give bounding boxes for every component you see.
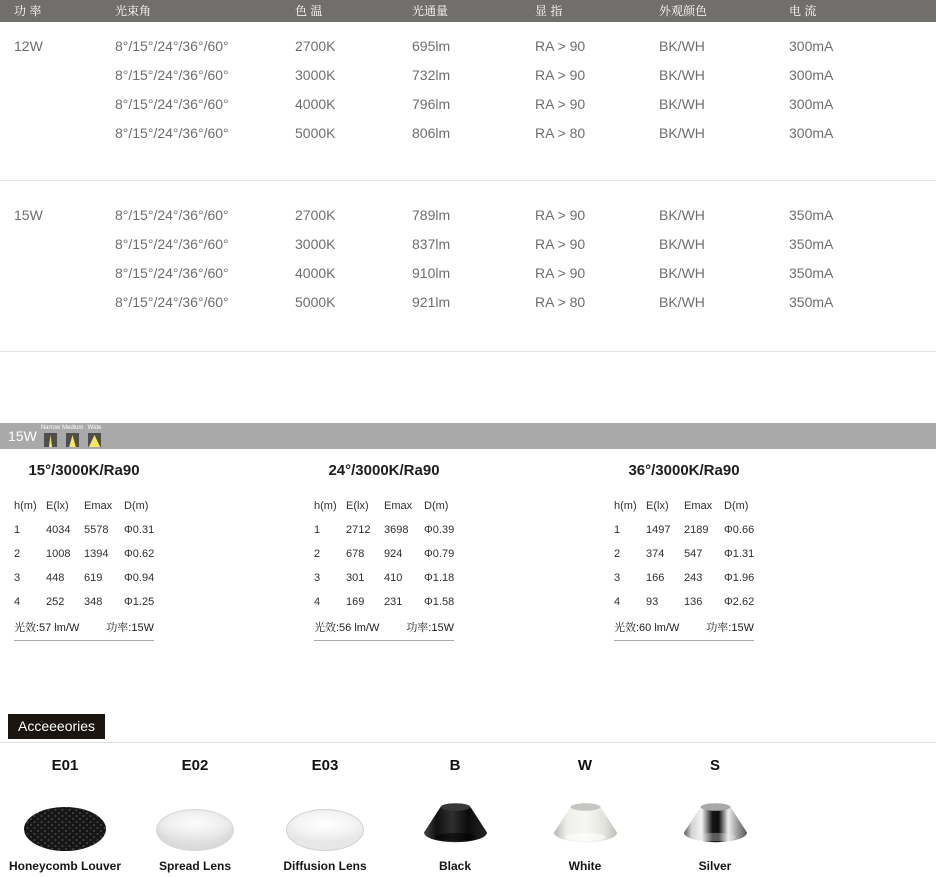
photometric-table xyxy=(314,461,454,641)
table-cell: 3000K xyxy=(295,236,336,252)
accessory-code: S xyxy=(709,757,720,774)
accessory-caption: Spread Lens xyxy=(158,859,232,873)
table-cell: 348 xyxy=(84,596,103,608)
column-header: 功 率 xyxy=(14,4,42,18)
column-header: E(lx) xyxy=(46,500,69,512)
table-cell: 15W xyxy=(14,207,43,223)
table-cell: 5578 xyxy=(84,524,109,536)
column-header: 外观颜色 xyxy=(659,4,708,18)
table-cell: 2700K xyxy=(295,207,336,223)
table-row xyxy=(0,61,936,90)
accessories-title: Acceeeories xyxy=(8,714,105,739)
spec-table-body xyxy=(0,22,936,352)
table-cell: RA > 90 xyxy=(535,96,586,112)
beam-icon-box xyxy=(44,433,57,447)
table-cell: 4000K xyxy=(295,265,336,281)
table-cell: 547 xyxy=(684,548,703,560)
column-header: h(m) xyxy=(314,500,337,512)
column-header: D(m) xyxy=(724,500,749,512)
accessory-caption: White xyxy=(568,859,602,873)
table-cell: 136 xyxy=(684,596,703,608)
table-cell: 921lm xyxy=(412,294,451,310)
table-cell: 300mA xyxy=(789,38,834,54)
table-cell: Φ0.94 xyxy=(124,572,155,584)
table-cell: 448 xyxy=(46,572,65,584)
table-footer xyxy=(314,618,454,641)
column-header: D(m) xyxy=(124,500,149,512)
accessory-code: W xyxy=(577,757,593,774)
table-cell: 619 xyxy=(84,572,103,584)
reflector-white-image xyxy=(548,801,623,846)
table-cell: 806lm xyxy=(412,125,451,141)
efficacy-value: 光效:56 lm/W xyxy=(314,622,380,634)
photometric-tables xyxy=(14,461,754,641)
column-header: E(lx) xyxy=(646,500,669,512)
table-cell: RA > 90 xyxy=(535,207,586,223)
table-cell: 789lm xyxy=(412,207,451,223)
table-cell xyxy=(0,90,115,119)
table-row xyxy=(0,201,936,230)
table-cell: 1 xyxy=(614,524,621,536)
beam-icon-box xyxy=(66,433,79,447)
beam-icon-label: Narrow xyxy=(40,425,61,431)
table-cell: Φ1.25 xyxy=(124,596,155,608)
table-cell: 910lm xyxy=(412,265,451,281)
reflector-silver-image xyxy=(678,801,753,846)
table-cell: 3698 xyxy=(384,524,409,536)
table-cell: RA > 90 xyxy=(535,236,586,252)
table-cell: 5000K xyxy=(295,125,336,141)
accessory-image-area xyxy=(130,804,260,851)
table-row xyxy=(14,566,154,590)
table-title: 36°/3000K/Ra90 xyxy=(628,462,740,479)
beam-icon-label: Medium xyxy=(62,425,84,431)
table-cell: 8°/15°/24°/36°/60° xyxy=(115,265,229,281)
reflector-black-image xyxy=(418,801,493,846)
table-cell: 2700K xyxy=(295,38,336,54)
column-header: Emax xyxy=(384,500,413,512)
section-divider xyxy=(0,351,936,352)
spec-group xyxy=(0,22,936,181)
accessory-caption: Diffusion Lens xyxy=(283,859,367,873)
table-cell: Φ2.62 xyxy=(724,596,755,608)
column-header: D(m) xyxy=(424,500,449,512)
accessory-item xyxy=(390,757,520,873)
table-cell: Φ1.58 xyxy=(424,596,455,608)
accessory-image-area xyxy=(260,804,390,851)
table-cell: 243 xyxy=(684,572,703,584)
table-cell: 2712 xyxy=(346,524,371,536)
accessory-image-area xyxy=(650,804,780,851)
table-cell: Φ0.79 xyxy=(424,548,455,560)
spec-table xyxy=(0,0,936,352)
table-row xyxy=(314,518,454,542)
accessory-image-area xyxy=(0,804,130,851)
table-cell: 410 xyxy=(384,572,403,584)
accessory-code: B xyxy=(449,757,461,774)
table-cell: 678 xyxy=(346,548,365,560)
accessory-item xyxy=(650,757,780,873)
table-cell: Φ0.62 xyxy=(124,548,155,560)
table-cell: Φ0.39 xyxy=(424,524,455,536)
table-cell xyxy=(0,230,115,259)
beam-triangle xyxy=(88,435,101,447)
table-cell: BK/WH xyxy=(659,207,705,223)
table-cell: Φ1.31 xyxy=(724,548,755,560)
power-value: 功率:15W xyxy=(406,622,454,634)
table-row xyxy=(0,259,936,288)
table-cell: 3000K xyxy=(295,67,336,83)
table-cell: 4000K xyxy=(295,96,336,112)
accessory-item xyxy=(130,757,260,873)
table-cell: BK/WH xyxy=(659,236,705,252)
table-cell: 350mA xyxy=(789,236,834,252)
table-row xyxy=(314,566,454,590)
table-cell: 231 xyxy=(384,596,403,608)
table-cell: Φ1.96 xyxy=(724,572,755,584)
table-header-row xyxy=(314,494,454,518)
table-cell: BK/WH xyxy=(659,38,705,54)
table-cell: BK/WH xyxy=(659,265,705,281)
table-cell: 5000K xyxy=(295,294,336,310)
table-cell: RA > 80 xyxy=(535,125,586,141)
table-row xyxy=(614,518,754,542)
table-cell: 350mA xyxy=(789,294,834,310)
table-cell: BK/WH xyxy=(659,125,705,141)
column-header: 色 温 xyxy=(295,4,323,18)
table-row xyxy=(14,590,154,614)
table-cell: 796lm xyxy=(412,96,451,112)
table-cell: 93 xyxy=(646,596,659,608)
table-cell: 374 xyxy=(646,548,665,560)
column-header: E(lx) xyxy=(346,500,369,512)
table-cell: 300mA xyxy=(789,67,834,83)
accessory-image-area xyxy=(390,804,520,851)
table-row xyxy=(614,566,754,590)
table-cell: 1008 xyxy=(46,548,71,560)
table-cell: 12W xyxy=(14,38,43,54)
table-footer xyxy=(14,618,154,641)
table-cell: RA > 80 xyxy=(535,294,586,310)
table-cell: 8°/15°/24°/36°/60° xyxy=(115,67,229,83)
honeycomb-louver-image xyxy=(24,807,106,851)
table-cell: 837lm xyxy=(412,236,451,252)
table-cell: 8°/15°/24°/36°/60° xyxy=(115,207,229,223)
power-value: 功率:15W xyxy=(706,622,754,634)
accessories-items xyxy=(0,757,936,873)
photometric-table xyxy=(14,461,154,641)
table-cell: RA > 90 xyxy=(535,265,586,281)
table-cell: 300mA xyxy=(789,96,834,112)
table-cell xyxy=(0,119,115,148)
table-cell: 8°/15°/24°/36°/60° xyxy=(115,294,229,310)
beam-wide-icon xyxy=(84,425,105,447)
accessory-caption: Silver xyxy=(698,859,732,873)
reflector-white-image-holder xyxy=(548,801,623,851)
table-cell: Φ0.66 xyxy=(724,524,755,536)
table-row xyxy=(0,119,936,148)
beam-medium-icon xyxy=(62,425,83,447)
beam-angle-icons xyxy=(40,423,106,449)
accessory-caption: Black xyxy=(438,859,472,873)
table-row xyxy=(0,230,936,259)
accessory-item xyxy=(260,757,390,873)
table-cell: RA > 90 xyxy=(535,38,586,54)
table-header-row xyxy=(614,494,754,518)
table-cell: 8°/15°/24°/36°/60° xyxy=(115,125,229,141)
table-cell: 732lm xyxy=(412,67,451,83)
column-header: 电 流 xyxy=(789,4,817,18)
photometric-table xyxy=(614,461,754,641)
table-row xyxy=(14,542,154,566)
spread-lens-image xyxy=(156,809,234,851)
column-header: h(m) xyxy=(614,500,637,512)
table-cell: 8°/15°/24°/36°/60° xyxy=(115,38,229,54)
reflector-black-image-holder xyxy=(418,801,493,851)
column-header: 显 指 xyxy=(535,4,563,18)
banner-power-label: 15W xyxy=(8,428,37,444)
table-cell: BK/WH xyxy=(659,96,705,112)
table-cell: 1 xyxy=(314,524,321,536)
table-row xyxy=(614,590,754,614)
accessory-item xyxy=(520,757,650,873)
table-row xyxy=(14,518,154,542)
accessory-caption: Honeycomb Louver xyxy=(8,859,122,873)
accessories-section xyxy=(0,714,936,873)
beam-banner xyxy=(0,423,936,449)
table-title: 15°/3000K/Ra90 xyxy=(28,462,140,479)
table-cell: Φ1.18 xyxy=(424,572,455,584)
accessory-image-area xyxy=(520,804,650,851)
table-cell: 3 xyxy=(614,572,621,584)
table-cell: 1497 xyxy=(646,524,671,536)
table-cell: 1 xyxy=(14,524,21,536)
table-cell: 2 xyxy=(614,548,621,560)
table-cell: BK/WH xyxy=(659,294,705,310)
table-title: 24°/3000K/Ra90 xyxy=(328,462,440,479)
table-cell: 350mA xyxy=(789,265,834,281)
table-cell: 695lm xyxy=(412,38,451,54)
table-header-row xyxy=(14,494,154,518)
accessory-code: E01 xyxy=(51,757,79,774)
table-cell: 2189 xyxy=(684,524,709,536)
table-cell: 1394 xyxy=(84,548,109,560)
table-cell: 8°/15°/24°/36°/60° xyxy=(115,96,229,112)
table-row xyxy=(0,90,936,119)
column-header: h(m) xyxy=(14,500,37,512)
accessory-code: E03 xyxy=(311,757,339,774)
table-cell xyxy=(0,61,115,90)
table-cell: 2 xyxy=(14,548,21,560)
efficacy-value: 光效:57 lm/W xyxy=(14,622,80,634)
beam-icon-label: Wide xyxy=(87,425,102,431)
table-cell: Φ0.31 xyxy=(124,524,155,536)
table-cell: 300mA xyxy=(789,125,834,141)
table-cell xyxy=(0,288,115,317)
beam-icon-box xyxy=(88,433,101,447)
table-row xyxy=(614,542,754,566)
table-row xyxy=(314,590,454,614)
diffusion-lens-image xyxy=(286,809,364,851)
accessories-divider xyxy=(0,742,936,743)
table-cell: BK/WH xyxy=(659,67,705,83)
table-footer xyxy=(614,618,754,641)
beam-triangle xyxy=(46,435,56,447)
table-row xyxy=(0,288,936,317)
spec-table-header-row xyxy=(0,0,936,22)
table-cell: 4 xyxy=(314,596,321,608)
table-row xyxy=(0,32,936,61)
power-value: 功率:15W xyxy=(106,622,154,634)
table-cell: 2 xyxy=(314,548,321,560)
table-row xyxy=(314,542,454,566)
table-cell: 3 xyxy=(314,572,321,584)
table-cell: 4 xyxy=(614,596,621,608)
table-cell xyxy=(0,259,115,288)
table-cell: 169 xyxy=(346,596,365,608)
table-cell: 301 xyxy=(346,572,365,584)
table-cell: 3 xyxy=(14,572,21,584)
table-cell: 166 xyxy=(646,572,665,584)
accessory-code: E02 xyxy=(181,757,209,774)
column-header: Emax xyxy=(84,500,113,512)
beam-narrow-icon xyxy=(40,425,61,447)
table-cell: 4034 xyxy=(46,524,71,536)
table-cell: 252 xyxy=(46,596,65,608)
table-cell: 8°/15°/24°/36°/60° xyxy=(115,236,229,252)
table-cell: 350mA xyxy=(789,207,834,223)
beam-triangle xyxy=(67,435,79,447)
column-header: 光通量 xyxy=(412,4,449,18)
column-header: Emax xyxy=(684,500,713,512)
table-cell: RA > 90 xyxy=(535,67,586,83)
accessory-item xyxy=(0,757,130,873)
column-header: 光束角 xyxy=(115,4,152,18)
reflector-silver-image-holder xyxy=(678,801,753,851)
spec-group xyxy=(0,181,936,352)
table-cell: 4 xyxy=(14,596,21,608)
table-cell: 924 xyxy=(384,548,403,560)
efficacy-value: 光效:60 lm/W xyxy=(614,622,680,634)
